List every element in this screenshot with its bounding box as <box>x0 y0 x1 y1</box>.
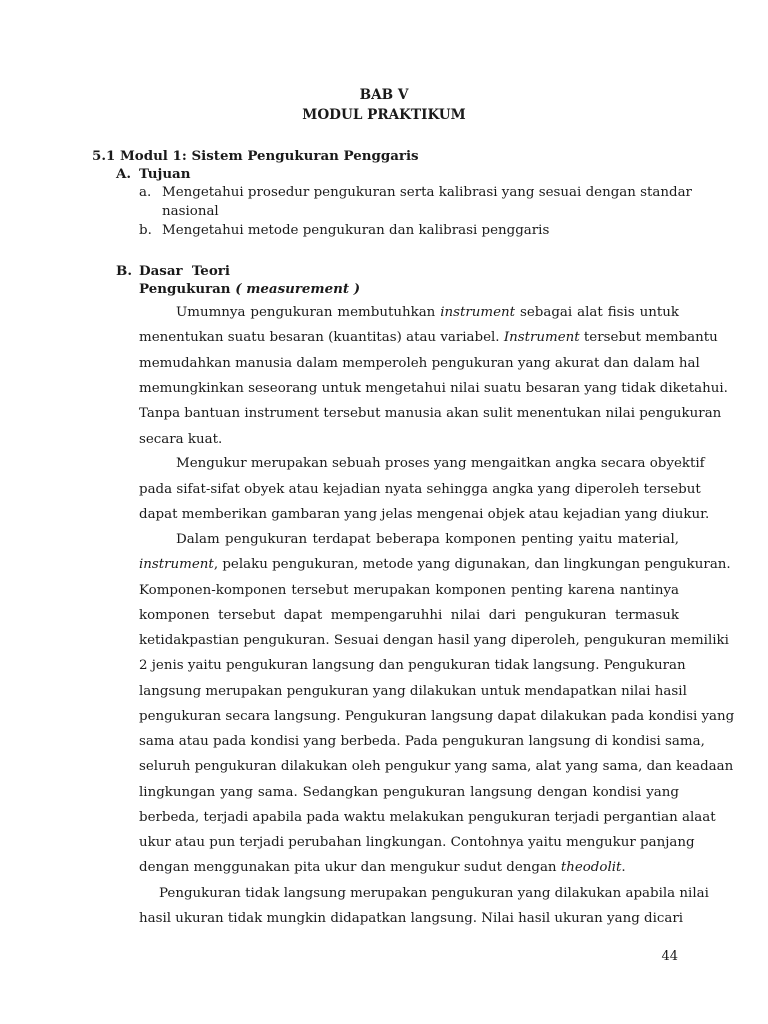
body-line: Pengukuran tidak langsung merupakan pengukuran yang dilakukan apabila nilai <box>159 886 709 901</box>
body-line: Umumnya pengukuran membutuhkan instrument sebagai alat fisis untuk <box>176 305 679 320</box>
body-line: ketidakpastian pengukuran. Sesuai dengan hasil yang diperoleh, pengukuran memiliki <box>139 633 729 648</box>
body-line: Dalam pengukuran terdapat beberapa komponen penting yaitu material, <box>176 532 679 547</box>
body-line: sama atau pada kondisi yang berbeda. Pada pengukuran langsung di kondisi sama, <box>139 734 705 749</box>
body-line: pada sifat-sifat obyek atau kejadian nyata sehingga angka yang diperoleh tersebut <box>139 482 701 497</box>
body-line: dengan menggunakan pita ukur dan mengukur sudut dengan theodolit. <box>139 860 626 875</box>
tujuan-item-text: Mengetahui metode pengukuran dan kalibrasi penggaris <box>162 223 550 238</box>
body-line: lingkungan yang sama. Sedangkan pengukuran langsung dengan kondisi yang <box>139 785 679 800</box>
body-line: berbeda, terjadi apabila pada waktu melakukan pengukuran terjadi pergantian alaat <box>139 810 716 825</box>
body-line: memudahkan manusia dalam memperoleh pengukuran yang akurat dan dalam hal <box>139 356 700 371</box>
tujuan-item-marker: a. <box>139 185 152 200</box>
body-line: komponen tersebut dapat mempengaruhhi nilai dari pengukuran termasuk <box>139 608 679 623</box>
tujuan-heading: Tujuan <box>139 166 191 182</box>
body-line: 2 jenis yaitu pengukuran langsung dan pengukuran tidak langsung. Pengukuran <box>139 658 686 673</box>
body-line: hasil ukuran tidak mungkin didapatkan langsung. Nilai hasil ukuran yang dicari <box>139 911 684 926</box>
body-line: pengukuran secara langsung. Pengukuran langsung dapat dilakukan pada kondisi yang <box>139 709 735 724</box>
body-line: menentukan suatu besaran (kuantitas) atau variabel. Instrument tersebut membantu <box>139 330 718 345</box>
dasar-teori-letter: B. <box>116 263 132 279</box>
tujuan-item-text: Mengetahui prosedur pengukuran serta kalibrasi yang sesuai dengan standar <box>162 185 692 200</box>
subheading-term: ( measurement ) <box>235 281 361 297</box>
body-line: instrument, pelaku pengukuran, metode yang digunakan, dan lingkungan pengukuran. <box>139 557 731 572</box>
body-line: Mengukur merupakan sebuah proses yang mengaitkan angka secara obyektif <box>176 456 705 471</box>
subheading-main: Pengukuran <box>139 281 236 297</box>
tujuan-item-marker: b. <box>139 223 152 238</box>
body-line: Tanpa bantuan instrument tersebut manusia akan sulit menentukan nilai pengukuran <box>139 406 722 421</box>
body-line: seluruh pengukuran dilakukan oleh pengukur yang sama, alat yang sama, dan keadaan <box>139 759 734 774</box>
dasar-teori-heading: Dasar Teori <box>139 263 230 279</box>
page-number: 44 <box>661 949 678 964</box>
dasar-teori-subheading <box>139 281 360 297</box>
body-line: memungkinkan seseorang untuk mengetahui nilai suatu besaran yang tidak diketahui. <box>139 381 728 396</box>
body-line: ukur atau pun terjadi perubahan lingkungan. Contohnya yaitu mengukur panjang <box>139 835 695 850</box>
body-line: Komponen-komponen tersebut merupakan komponen penting karena nantinya <box>139 583 679 598</box>
chapter-number: BAB V <box>359 87 409 103</box>
section-title: 5.1 Modul 1: Sistem Pengukuran Penggaris <box>92 148 419 164</box>
body-line: dapat memberikan gambaran yang jelas mengenai objek atau kejadian yang diukur. <box>139 507 710 522</box>
tujuan-letter: A. <box>116 166 132 182</box>
body-line: langsung merupakan pengukuran yang dilakukan untuk mendapatkan nilai hasil <box>139 684 687 699</box>
tujuan-item-text-continued: nasional <box>162 204 219 219</box>
chapter-title: MODUL PRAKTIKUM <box>302 107 466 123</box>
body-line: secara kuat. <box>139 432 223 447</box>
